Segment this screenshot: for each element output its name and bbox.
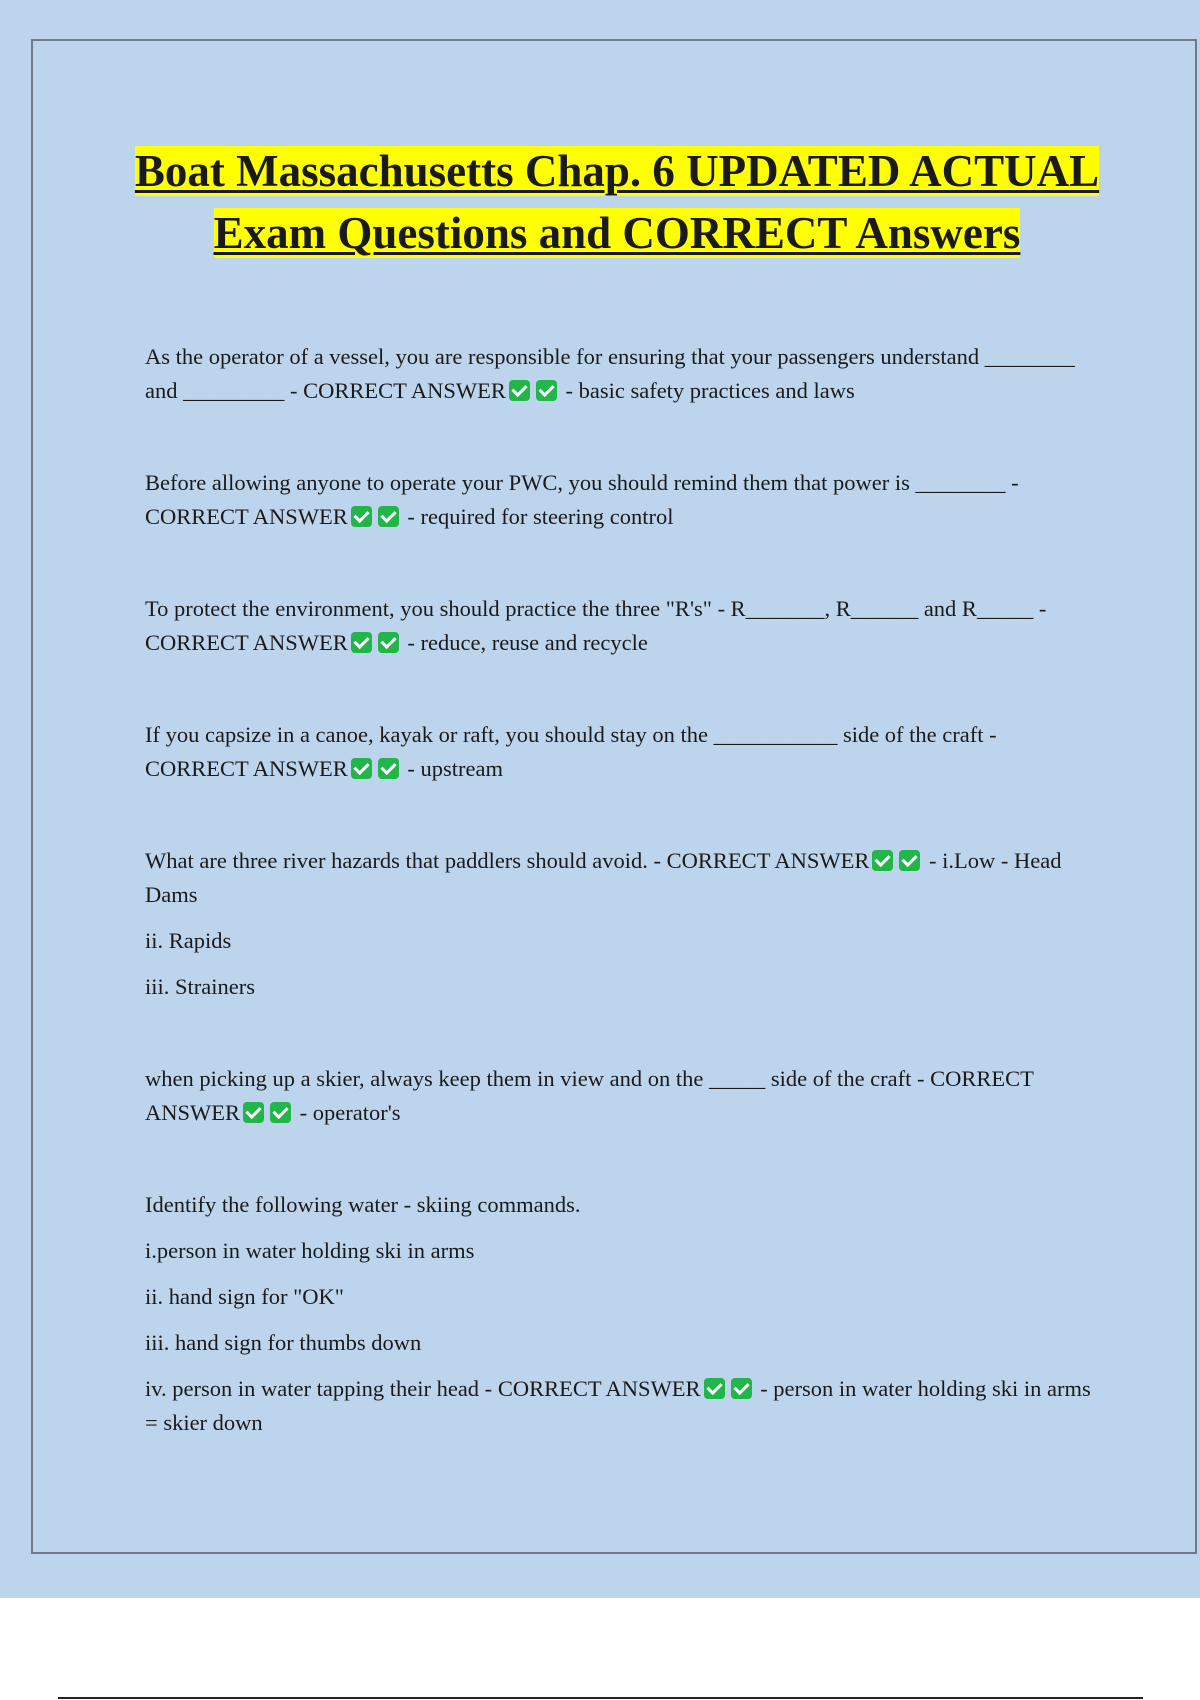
answer-label: CORRECT ANSWER <box>497 1376 701 1401</box>
answer-label: CORRECT ANSWER <box>303 378 506 403</box>
check-icon <box>270 1102 291 1123</box>
answer-label: CORRECT ANSWER <box>666 848 870 873</box>
document-title <box>80 140 1154 264</box>
question-text: iv. person in water tapping their head - <box>145 1376 498 1401</box>
document-title-text: Boat Massachusetts Chap. 6 UPDATED ACTUAL Exam Questions and CORRECT Answers <box>134 146 1100 258</box>
answer-text: - basic safety practices and laws <box>559 378 855 403</box>
qa-item <box>145 592 1095 660</box>
check-icon <box>731 1378 752 1399</box>
check-icon <box>899 850 920 871</box>
check-icon <box>509 380 530 401</box>
check-icon <box>351 506 372 527</box>
answer-label: CORRECT ANSWER <box>145 504 348 529</box>
answer-text: - reduce, reuse and recycle <box>401 630 648 655</box>
qa-line <box>145 466 1095 534</box>
check-icon <box>351 758 372 779</box>
check-icon <box>351 632 372 653</box>
qa-line <box>145 844 1095 912</box>
check-icon <box>872 850 893 871</box>
question-text: If you capsize in a canoe, kayak or raft, you should stay on the ___________ side of the craft - <box>145 722 997 747</box>
qa-line <box>145 340 1095 408</box>
answer-label: CORRECT ANSWER <box>145 630 348 655</box>
qa-item <box>145 1062 1095 1130</box>
qa-line <box>145 1062 1095 1130</box>
question-text: What are three river hazards that paddlers should avoid. - <box>145 848 667 873</box>
footer-rule <box>58 1697 1143 1699</box>
answer-label: CORRECT ANSWER <box>145 1066 1034 1125</box>
answer-extra-line: iii. Strainers <box>145 974 255 999</box>
question-intro-line: i.person in water holding ski in arms <box>145 1238 475 1263</box>
qa-list <box>145 340 1095 1498</box>
qa-item <box>145 466 1095 534</box>
question-intro-line: iii. hand sign for thumbs down <box>145 1330 422 1355</box>
question-intro-line: Identify the following water - skiing commands. <box>145 1192 581 1217</box>
question-text: To protect the environment, you should practice the three "R's" - R_______, R______ and R_____ - <box>145 596 1047 621</box>
check-icon <box>378 632 399 653</box>
check-icon <box>704 1378 725 1399</box>
question-intro-line: ii. hand sign for "OK" <box>145 1284 344 1309</box>
answer-text: - required for steering control <box>401 504 674 529</box>
answer-text: - person in water holding ski in arms = skier down <box>145 1376 1091 1435</box>
answer-label: CORRECT ANSWER <box>145 756 348 781</box>
qa-item <box>145 340 1095 408</box>
check-icon <box>536 380 557 401</box>
qa-item <box>145 844 1095 1004</box>
qa-item <box>145 1188 1095 1440</box>
qa-line <box>145 1372 1095 1440</box>
check-icon <box>378 506 399 527</box>
answer-text: - i.Low - Head Dams <box>145 848 1062 907</box>
question-text: Before allowing anyone to operate your PWC, you should remind them that power is ________ - <box>145 470 1019 495</box>
check-icon <box>243 1102 264 1123</box>
question-text: As the operator of a vessel, you are responsible for ensuring that your passengers understand ________ and _________ - <box>145 344 1075 403</box>
qa-line <box>145 718 1095 786</box>
answer-text: - operator's <box>294 1100 401 1125</box>
qa-item <box>145 718 1095 786</box>
qa-line <box>145 592 1095 660</box>
check-icon <box>378 758 399 779</box>
answer-text: - upstream <box>401 756 503 781</box>
question-text: when picking up a skier, always keep them in view and on the _____ side of the craft - <box>145 1066 931 1091</box>
answer-extra-line: ii. Rapids <box>145 928 232 953</box>
